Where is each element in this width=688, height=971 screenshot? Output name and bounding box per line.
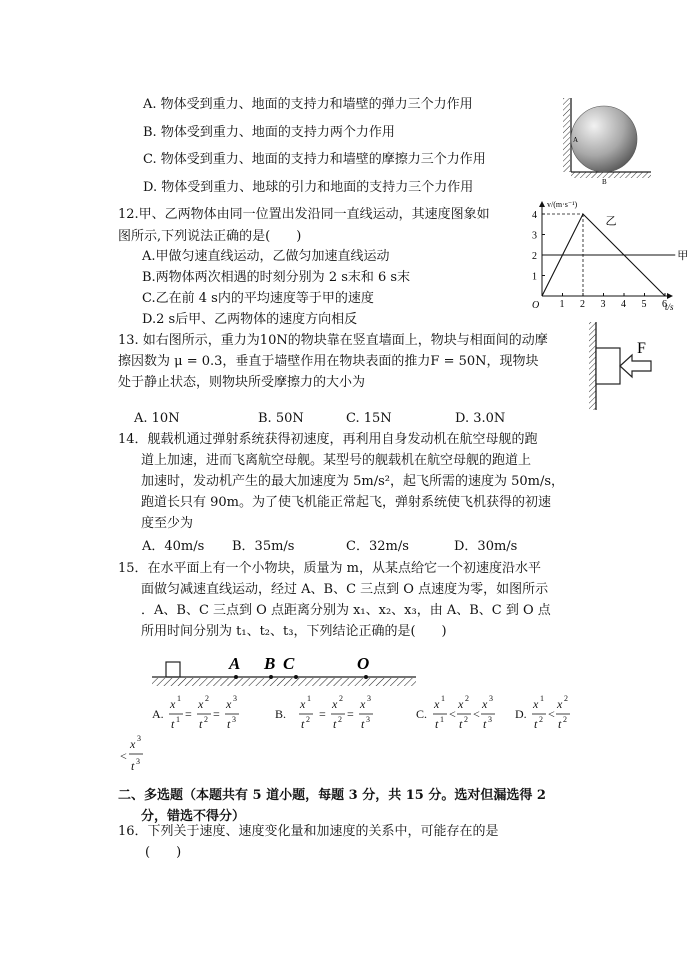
opt-a-frac1 (169, 694, 183, 731)
q14-option-a: A．40m/s (142, 539, 205, 554)
q15-track-figure (148, 652, 420, 692)
q13-block-wall-figure (585, 322, 665, 414)
point-b-dot (269, 675, 273, 679)
svg-text:1: 1 (307, 694, 311, 703)
svg-text:3: 3 (489, 694, 493, 703)
block (596, 348, 620, 384)
svg-text:3: 3 (136, 757, 140, 766)
opt-a-eq1: = (185, 707, 192, 721)
opt-a-frac3 (225, 694, 239, 731)
svg-text:2: 2 (564, 694, 568, 703)
block (166, 662, 180, 677)
label-b: B (602, 178, 607, 186)
q12-option-a: A.甲做匀速直线运动，乙做匀加速直线运动 (142, 249, 390, 264)
q12-option-b: B.两物体两次相遇的时刻分别为 2 s末和 6 s末 (142, 270, 411, 285)
point-b-label: B (264, 654, 276, 673)
wall-hatch (589, 322, 596, 410)
opt-d-label: D. (515, 707, 527, 721)
svg-text:t: t (361, 717, 365, 731)
svg-text:t: t (483, 717, 487, 731)
point-o-label: O (357, 654, 370, 673)
opt-c-frac2 (457, 694, 471, 731)
q14-option-b: B．35m/s (232, 539, 295, 554)
q15-line3: ．A、B、C 三点到 O 点距离分别为 x₁、x₂、x₃，由 A、B、C 到 O 点 (141, 603, 551, 618)
q12-stem-line2: 图所示,下列说法正确的是( ) (118, 229, 302, 244)
opt-a-label: A. (152, 707, 164, 721)
svg-text:2: 2 (539, 715, 543, 724)
opt-c-frac3 (481, 694, 495, 731)
y-tick-label: 3 (532, 230, 537, 242)
wall-hatch (563, 98, 570, 172)
svg-text:x: x (434, 697, 440, 711)
q14-line3: 加速时，发动机产生的最大加速度为 5m/s²，起飞所需的速度为 50m/s， (141, 474, 565, 489)
q13-line1: 13. 如右图所示，重力为10N的物块靠在竖直墙面上，物块与相面间的动摩 (118, 333, 548, 348)
svg-text:1: 1 (441, 694, 445, 703)
opt-b-frac3 (359, 694, 373, 731)
svg-text:x: x (130, 737, 136, 751)
ball (571, 106, 637, 172)
opt-c-lt2: < (473, 707, 480, 721)
q12-option-d: D.2 s后甲、乙两物体的速度方向相反 (142, 312, 358, 327)
svg-text:x: x (300, 697, 306, 711)
y-tick-label: 2 (532, 251, 537, 262)
svg-text:t: t (459, 717, 463, 731)
svg-text:2: 2 (465, 694, 469, 703)
opt-c-frac1 (433, 694, 447, 731)
x-tick-label: 1 (559, 299, 565, 310)
opt-c-lt1: < (449, 707, 456, 721)
chart-series (542, 214, 688, 296)
svg-text:t: t (333, 717, 337, 731)
svg-text:2: 2 (205, 694, 209, 703)
q11-ball-wall-figure (560, 96, 660, 188)
y-tick-label: 4 (532, 210, 537, 221)
opt-b-eq1: = (319, 707, 326, 721)
x-tick-label: 2 (580, 299, 585, 310)
svg-text:t: t (435, 717, 439, 731)
x-tick-label: 4 (621, 299, 626, 310)
opt-d-lt2: < (120, 749, 127, 763)
opt-b-frac2 (331, 694, 345, 731)
q11-option-a: A. 物体受到重力、地面的支持力和墙壁的弹力三个力作用 (143, 97, 473, 112)
q12-velocity-time-chart (528, 196, 688, 316)
q11-option-c: C. 物体受到重力、地面的支持力和墙壁的摩擦力三个力作用 (143, 152, 486, 167)
svg-text:3: 3 (233, 694, 237, 703)
svg-text:2: 2 (464, 715, 468, 724)
svg-text:x: x (458, 697, 464, 711)
point-c-dot (294, 675, 298, 679)
q14-option-c: C．32m/s (346, 539, 409, 554)
opt-b-label: B. (275, 707, 287, 721)
point-a-dot (234, 675, 238, 679)
svg-text:x: x (226, 697, 232, 711)
svg-text:t: t (301, 717, 305, 731)
svg-text:x: x (170, 697, 176, 711)
svg-text:3: 3 (367, 694, 371, 703)
opt-d-frac1 (532, 694, 546, 731)
force-arrow (620, 355, 651, 377)
svg-text:x: x (198, 697, 204, 711)
q11-option-d: D. 物体受到重力、地球的引力和地面的支持力三个力作用 (143, 180, 474, 195)
svg-text:3: 3 (366, 715, 370, 724)
svg-text:3: 3 (232, 715, 236, 724)
q15-line1: 15．在水平面上有一个小物块，质量为 m，从某点给它一个初速度沿水平 (118, 561, 542, 576)
ground-hatch (152, 678, 416, 686)
q16-line1: 16．下列关于速度、速度变化量和加速度的关系中，可能存在的是 (118, 824, 499, 839)
svg-text:x: x (332, 697, 338, 711)
series-label-jia: 甲 (677, 250, 688, 262)
svg-text:3: 3 (137, 734, 141, 743)
svg-text:2: 2 (563, 715, 567, 724)
x-axis-label: t/s (665, 302, 674, 312)
q13-option-c: C. 15N (346, 411, 392, 426)
svg-text:x: x (360, 697, 366, 711)
svg-text:2: 2 (204, 715, 208, 724)
svg-text:3: 3 (488, 715, 492, 724)
section2-heading-line2: 分，错选不得分） (141, 809, 246, 824)
opt-d-frac3 (129, 734, 143, 773)
opt-b-frac1 (299, 694, 313, 731)
svg-text:t: t (534, 717, 538, 731)
q14-line4: 跑道长只有 90m。为了使飞机能正常起飞，弹射系统使飞机获得的初速 (141, 495, 552, 510)
q14-line2: 道上加速，进而飞离航空母舰。某型号的舰载机在航空母舰的跑道上 (141, 453, 532, 468)
q13-option-b: B. 50N (258, 411, 304, 426)
q15-line2: 面做匀减速直线运动，经过 A、B、C 三点到 O 点速度为零，如图所示 (141, 582, 549, 597)
svg-text:1: 1 (440, 715, 444, 724)
q12-option-c: C.乙在前 4 s内的平均速度等于甲的速度 (142, 291, 374, 306)
point-a-label: A (229, 654, 241, 673)
label-a: A (573, 136, 579, 144)
q13-line2: 擦因数为 μ = 0.3，垂直于墙壁作用在物块表面的推力F = 50N，现物块 (118, 354, 539, 369)
svg-text:t: t (558, 717, 562, 731)
x-tick-label: 6 (662, 299, 667, 310)
q15-fraction-options (118, 692, 588, 782)
section2-heading-line1: 二、多选题（本题共有 5 道小题，每题 3 分，共 15 分。选对但漏选得 2 (118, 788, 546, 803)
q13-line3: 处于静止状态，则物块所受摩擦力的大小为 (118, 375, 366, 390)
q13-option-d: D. 3.0N (455, 411, 506, 426)
force-label: F (637, 340, 646, 357)
svg-text:1: 1 (176, 715, 180, 724)
svg-text:t: t (171, 717, 175, 731)
svg-text:t: t (227, 717, 231, 731)
opt-d-lt1: < (548, 707, 555, 721)
svg-text:x: x (557, 697, 563, 711)
svg-text:t: t (199, 717, 203, 731)
y-tick-label: 1 (532, 271, 537, 283)
ground-hatch (571, 172, 651, 178)
q14-option-d: D．30m/s (454, 539, 518, 554)
q13-option-a: A. 10N (134, 411, 180, 426)
x-tick-label: 5 (641, 299, 647, 310)
q14-line1: 14．舰载机通过弹射系统获得初速度，再利用自身发动机在航空母舰的跑 (118, 432, 538, 447)
point-c-label: C (283, 654, 295, 673)
opt-b-eq2: = (347, 707, 354, 721)
svg-text:2: 2 (339, 694, 343, 703)
q15-line4: 所用时间分别为 t₁、t₂、t₃，下列结论正确的是( ) (141, 624, 447, 639)
origin-label: O (532, 300, 540, 311)
x-tick-label: 3 (600, 299, 606, 310)
opt-a-frac2 (197, 694, 211, 731)
opt-c-label: C. (416, 707, 428, 721)
svg-text:x: x (482, 697, 488, 711)
q12-stem-line1: 12.甲、乙两物体由同一位置出发沿同一直线运动，其速度图象如 (118, 207, 490, 222)
q14-line5: 度至少为 (141, 516, 194, 531)
svg-text:1: 1 (177, 694, 181, 703)
svg-text:x: x (533, 697, 539, 711)
svg-text:t: t (131, 759, 135, 773)
q16-line2: ( ) (145, 845, 182, 860)
point-o-dot (364, 675, 368, 679)
q11-option-b: B. 物体受到重力、地面的支持力两个力作用 (143, 125, 395, 140)
chart-ticks (532, 210, 667, 310)
y-axis-label: v/(m·s⁻¹) (547, 200, 578, 209)
svg-text:2: 2 (338, 715, 342, 724)
opt-d-frac2 (556, 694, 570, 731)
svg-text:2: 2 (306, 715, 310, 724)
svg-text:1: 1 (540, 694, 544, 703)
series-label-yi: 乙 (605, 215, 617, 228)
opt-a-eq2: = (213, 707, 220, 721)
